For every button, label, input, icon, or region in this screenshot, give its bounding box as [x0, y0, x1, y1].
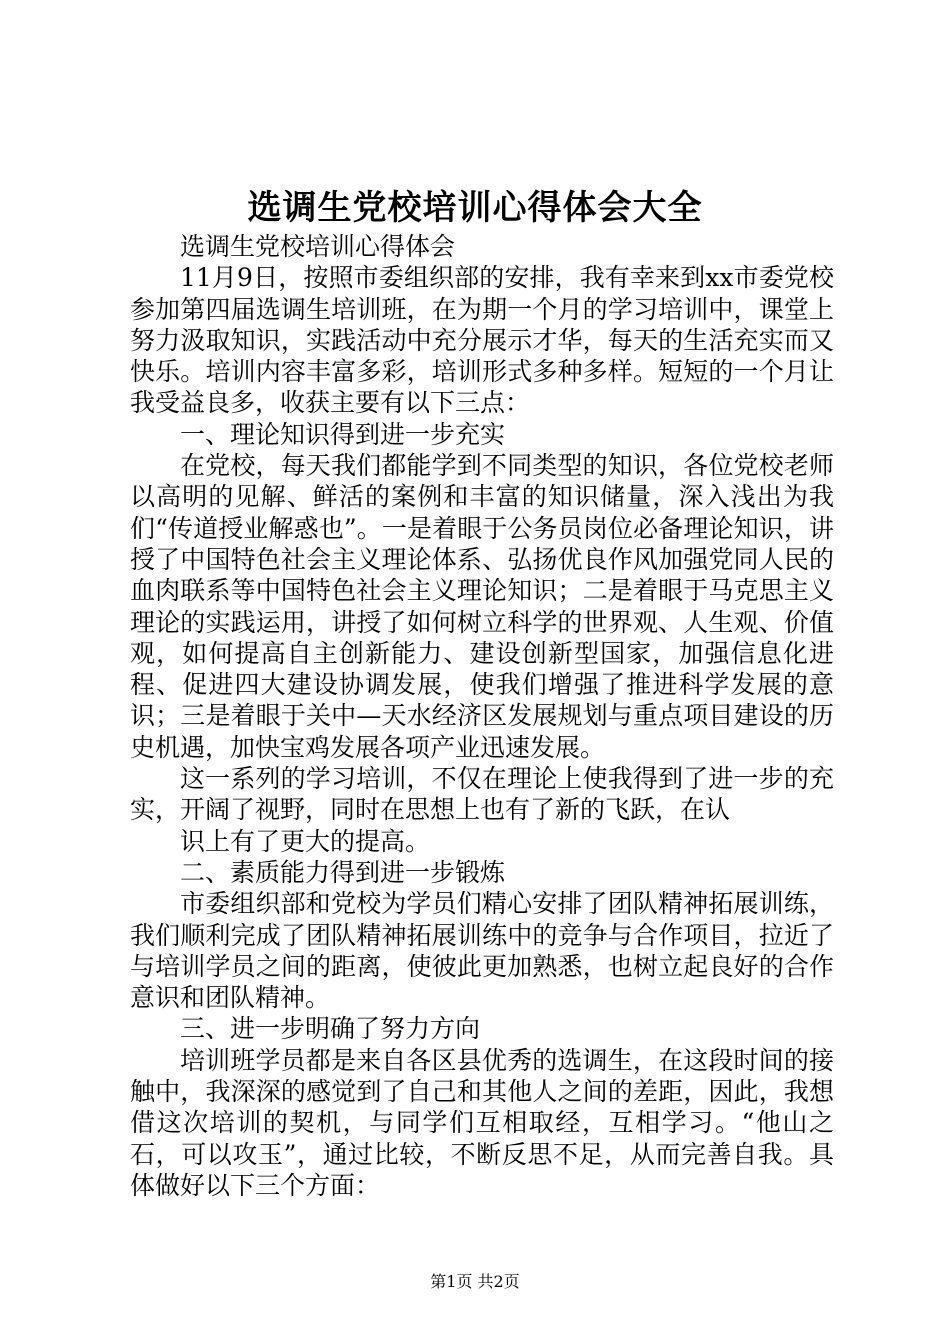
section-1-summary-paragraph: 这一系列的学习培训，不仅在理论上使我得到了进一步的充实，开阔了视野，同时在思想上也有了新的飞跃，在认: [130, 764, 834, 825]
subtitle-paragraph: 选调生党校培训心得体会: [180, 232, 456, 261]
section-heading-3: 三、进一步明确了努力方向: [180, 1014, 481, 1044]
section-heading-1: 一、理论知识得到进一步充实: [180, 419, 506, 449]
section-3-paragraph: 培训班学员都是来自各区县优秀的选调生，在这段时间的接触中，我深深的感觉到了自己和其他人之间的差距，因此，我想借这次培训的契机，与同学们互相取经，互相学习。“他山之石，可以攻玉”，通过比较，不断反思不足，从而完善自我。具体做好以下三个方面：: [130, 1045, 834, 1200]
document-body: [130, 231, 834, 1201]
section-2-paragraph: 市委组织部和党校为学员们精心安排了团队精神拓展训练，我们顺利完成了团队精神拓展训练中的竞争与合作项目，拉近了与培训学员之间的距离，使彼此更加熟悉，也树立起良好的合作意识和团队精神。: [130, 889, 834, 1013]
section-1-paragraph: 在党校，每天我们都能学到不同类型的知识，各位党校老师以高明的见解、鲜活的案例和丰富的知识储量，深入浅出为我们“传道授业解惑也”。一是着眼于公务员岗位必备理论知识，讲授了中国特色社会主义理论体系、弘扬优良作风加强党同人民的血肉联系等中国特色社会主义理论知识；二是着眼于马克思主义理论的实践运用，讲授了如何树立科学的世界观、人生观、价值观，如何提高自主创新能力、建设创新型国家，加强信息化进程、促进四大建设协调发展，使我们增强了推进科学发展的意识；三是着眼于关中—天水经济区发展规划与重点项目建设的历史机遇，加快宝鸡发展各项产业迅速发展。: [130, 451, 834, 762]
section-heading-2: 二、素质能力得到进一步锻炼: [180, 857, 506, 887]
page-footer: 第1页 共2页: [430, 1272, 520, 1291]
intro-paragraph: 11月9日，按照市委组织部的安排，我有幸来到xx市委党校参加第四届选调生培训班，在为期一个月的学习培训中，课堂上努力汲取知识，实践活动中充分展示才华，每天的生活充实而又快乐。培训内容丰富多彩，培训形式多种多样。短短的一个月让我受益良多，收获主要有以下三点：: [130, 263, 834, 418]
section-1-summary-continuation: 识上有了更大的提高。: [180, 826, 431, 856]
document-title: 选调生党校培训心得体会大全: [247, 188, 703, 228]
